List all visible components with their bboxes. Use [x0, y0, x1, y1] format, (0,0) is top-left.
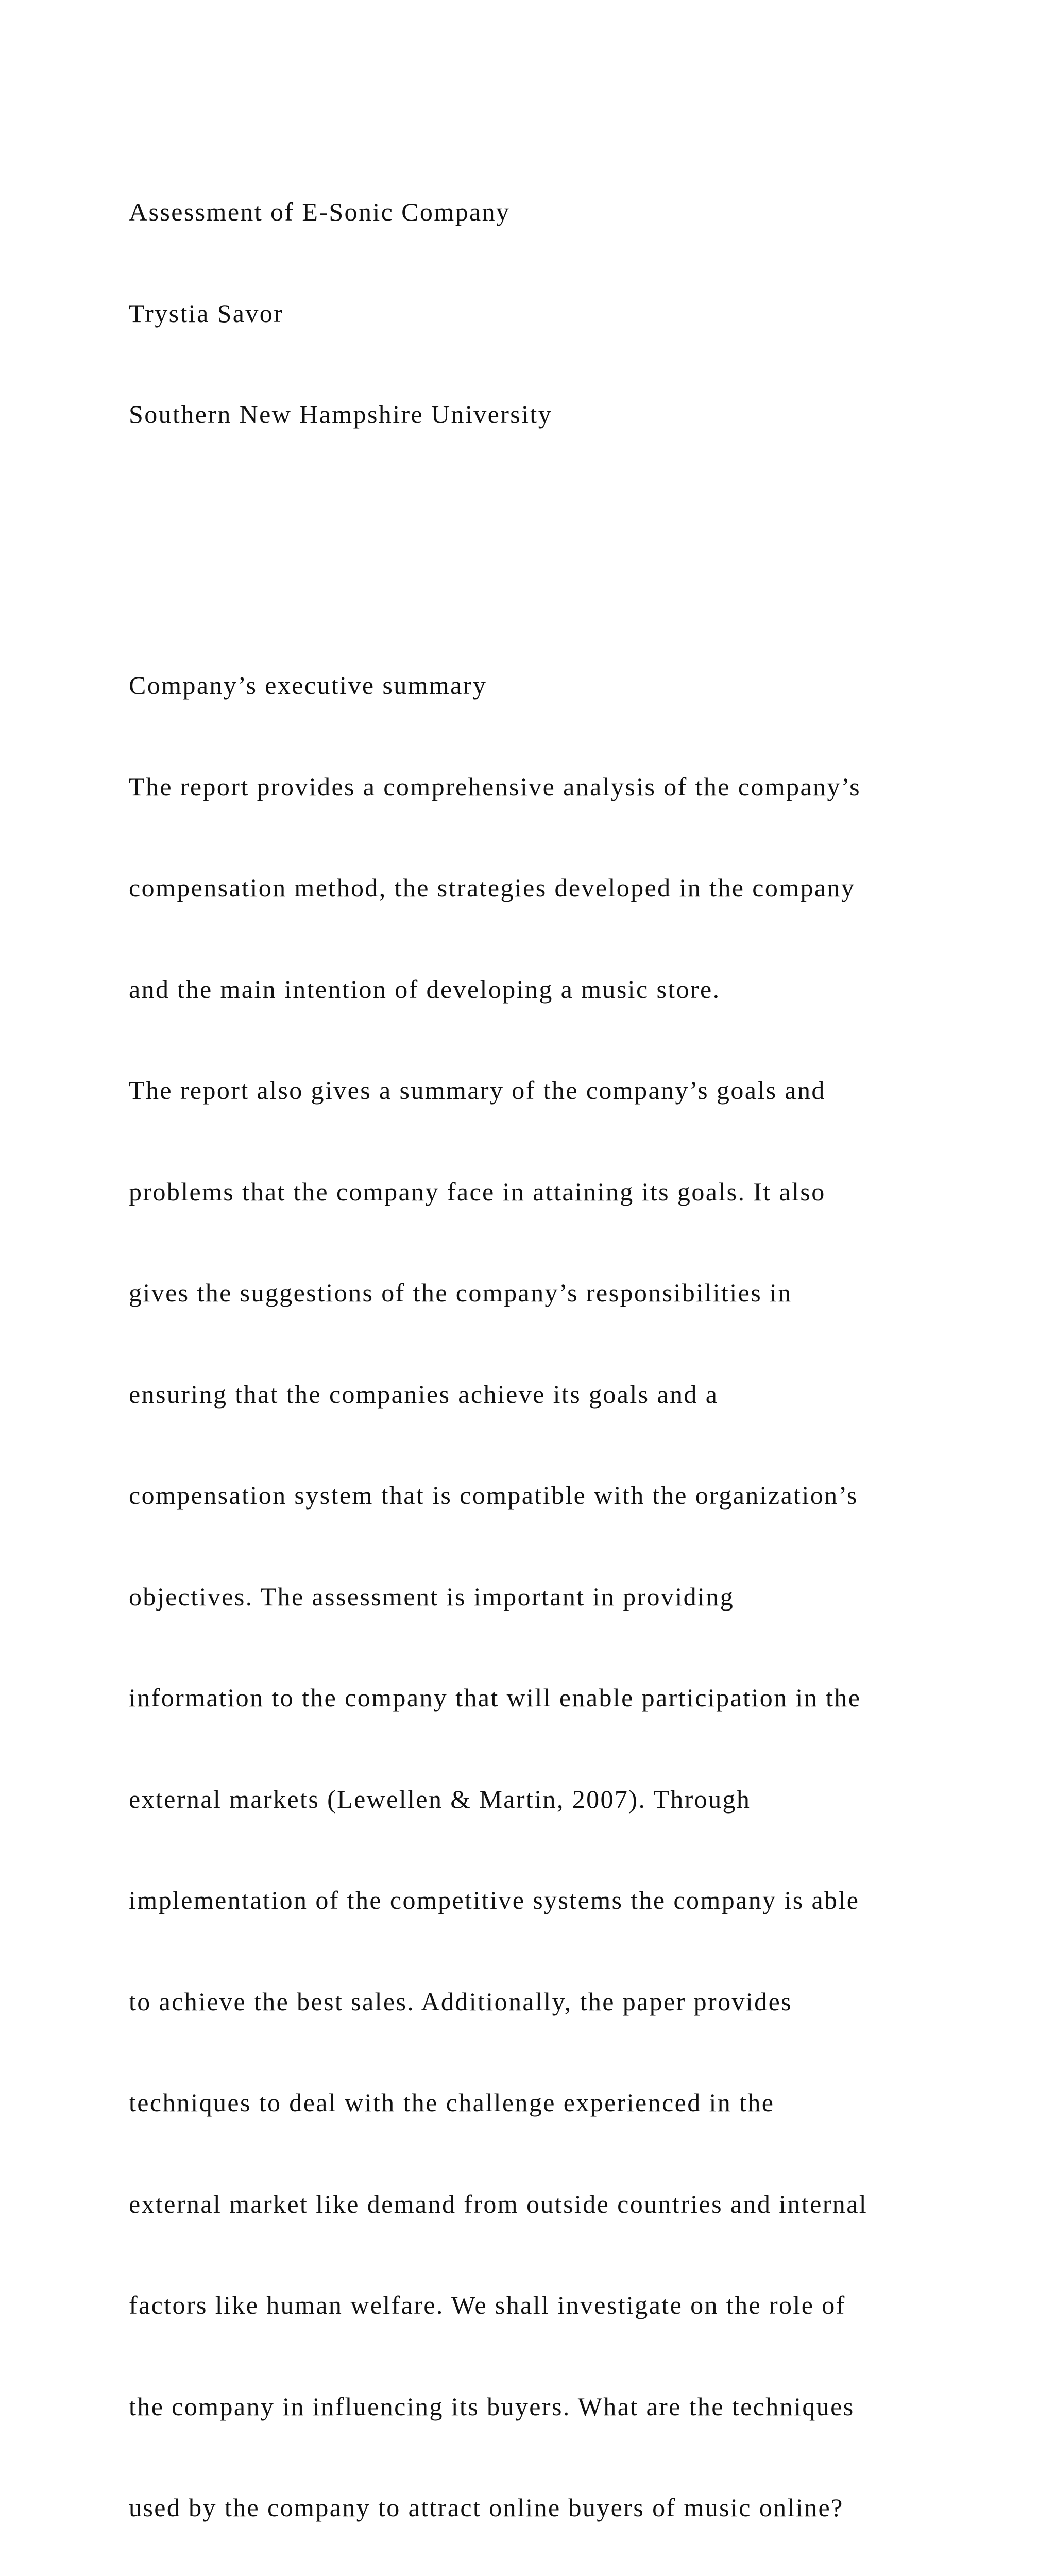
paragraph-line: The report also gives a summary of the company’s goals and: [129, 1076, 826, 1105]
paragraph-line: factors like human welfare. We shall investigate on the role of: [129, 2291, 846, 2319]
executive-summary-section: [129, 601, 984, 2576]
paragraph-line: external market like demand from outside countries and internal: [129, 2189, 868, 2218]
institution-name: Southern New Hampshire University: [129, 400, 553, 429]
paragraph-line: gives the suggestions of the company’s responsibilities in: [129, 1278, 792, 1307]
document-title: Assessment of E-Sonic Company: [129, 197, 511, 226]
section-heading: Company’s executive summary: [129, 671, 487, 700]
paragraph-line: used by the company to attract online buyers of music online?: [129, 2493, 844, 2522]
paragraph-line: The report provides a comprehensive analysis of the company’s: [129, 772, 861, 801]
paragraph-line: problems that the company face in attaining its goals. It also: [129, 1177, 826, 1206]
author-name: Trystia Savor: [129, 298, 284, 328]
paragraph-line: ensuring that the companies achieve its goals and a: [129, 1379, 719, 1409]
paragraph-line: objectives. The assessment is important in providing: [129, 1582, 735, 1611]
paragraph-line: compensation system that is compatible with the organization’s: [129, 1481, 858, 1510]
paragraph-line: to achieve the best sales. Additionally, the paper provides: [129, 1987, 793, 2016]
paragraph-line: compensation method, the strategies developed in the company: [129, 873, 856, 902]
paragraph-line: techniques to deal with the challenge experienced in the: [129, 2088, 775, 2117]
paragraph-line: and the main intention of developing a music store.: [129, 974, 721, 1004]
paragraph-line: the company in influencing its buyers. What are the techniques: [129, 2392, 855, 2421]
title-page-block: [129, 128, 984, 499]
paragraph-line: information to the company that will enable participation in the: [129, 1683, 861, 1712]
paragraph-line: external markets (Lewellen & Martin, 2007). Through: [129, 1784, 751, 1814]
paragraph-line: implementation of the competitive systems the company is able: [129, 1886, 860, 1914]
